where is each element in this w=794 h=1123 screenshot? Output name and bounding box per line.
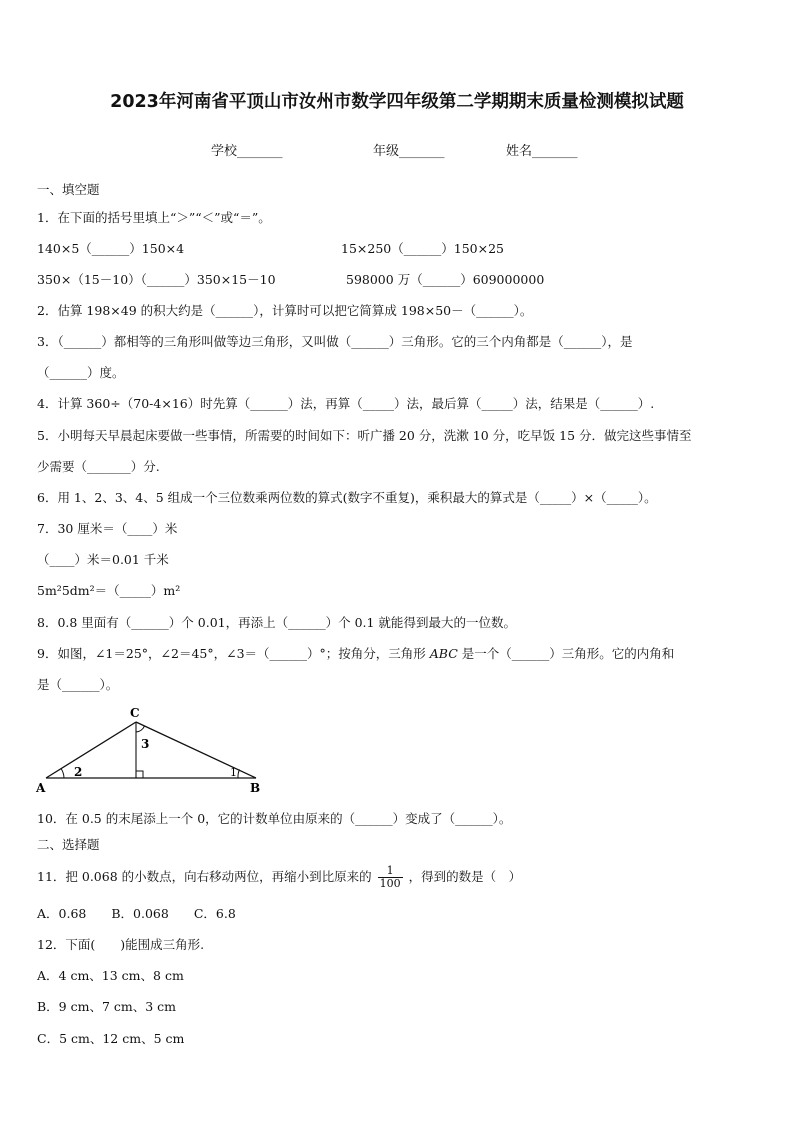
question-5-line2: 少需要（_______）分. <box>37 459 160 474</box>
question-7-line1: 7．30 厘米＝（____）米 <box>37 521 178 536</box>
angle-1-label: 1 <box>230 766 237 779</box>
question-11-text-pre: 11．把 0.068 的小数点，向右移动两位，再缩小到比原来的 <box>37 869 372 884</box>
question-12-option-c: C．5 cm、12 cm、5 cm <box>37 1031 185 1046</box>
grade-field: 年级_______ <box>373 144 445 159</box>
question-1-row2-left: 350×（15－10）（______）350×15－10 <box>37 272 276 287</box>
question-9-triangle-name: ABC <box>429 646 458 661</box>
question-11-options: A．0.68 B．0.068 C．6.8 <box>37 906 236 921</box>
question-1-row2-right: 598000 万（______）609000000 <box>346 272 545 287</box>
school-field: 学校_______ <box>211 144 283 159</box>
label-a: A <box>36 781 46 795</box>
question-8: 8．0.8 里面有（______）个 0.01，再添上（______）个 0.1 就能得到最大的一位数。 <box>37 615 516 630</box>
question-11 <box>37 864 521 890</box>
question-4: 4．计算 360÷（70-4×16）时先算（______）法，再算（_____）法，最后算（_____）法，结果是（______）. <box>37 396 655 411</box>
question-9-line1 <box>37 646 674 662</box>
question-5-line1: 5．小明每天早晨起床要做一些事情，所需要的时间如下：听广播 20 分，洗漱 10 分，吃早饭 15 分．做完这些事情至 <box>37 428 692 443</box>
right-angle-mark <box>136 771 143 778</box>
page-title: 2023年河南省平顶山市汝州市数学四年级第二学期期末质量检测模拟试题 <box>110 92 684 112</box>
label-c: C <box>130 706 140 720</box>
question-9-line2: 是（______）。 <box>37 677 119 692</box>
question-3-line1: 3．（______）都相等的三角形叫做等边三角形，又叫做（______）三角形。它的三个内角都是（______），是 <box>37 334 633 349</box>
fraction-numerator: 1 <box>378 865 403 878</box>
question-3-line2: （______）度。 <box>37 365 125 380</box>
question-7-line2: （____）米＝0.01 千米 <box>37 552 169 567</box>
angle-2-arc <box>61 769 64 779</box>
angle-1-arc <box>238 770 240 779</box>
fraction-denominator: 100 <box>379 877 401 890</box>
question-9-text-pre: 9．如图，∠1＝25°，∠2＝45°，∠3＝（______）°；按角分，三角形 <box>37 646 426 661</box>
question-12-option-b: B．9 cm、7 cm、3 cm <box>37 999 177 1014</box>
fraction-one-hundredth <box>378 865 403 890</box>
angle-3-arc <box>136 726 145 732</box>
question-1-row1-left: 140×5（______）150×4 <box>37 241 185 256</box>
triangle-figure <box>34 704 274 796</box>
section-fill-in-heading: 一、填空题 <box>37 182 100 197</box>
name-field: 姓名_______ <box>506 144 578 159</box>
question-12: 12．下面( )能围成三角形. <box>37 937 205 952</box>
question-6: 6．用 1、2、3、4、5 组成一个三位数乘两位数的算式(数字不重复)，乘积最大的算式是（_____）×（_____）。 <box>37 490 657 505</box>
question-1-row1-right: 15×250（______）150×25 <box>341 241 504 256</box>
angle-3-label: 3 <box>141 737 150 751</box>
question-2: 2．估算 198×49 的积大约是（______），计算时可以把它简算成 198×50－（______）。 <box>37 303 533 318</box>
question-7-line3: 5m²5dm²＝（_____）m² <box>37 583 181 598</box>
question-11-text-post: ，得到的数是（ ） <box>408 869 522 884</box>
question-12-option-a: A．4 cm、13 cm、8 cm <box>37 968 184 983</box>
question-1: 1．在下面的括号里填上“＞”“＜”或“＝”。 <box>37 210 271 225</box>
label-b: B <box>250 781 261 795</box>
question-9-text-post: 是一个（______）三角形。它的内角和 <box>461 646 675 661</box>
side-ac <box>46 722 136 778</box>
section-choice-heading: 二、选择题 <box>37 837 100 852</box>
question-10: 10．在 0.5 的末尾添上一个 0，它的计数单位由原来的（______）变成了（______）。 <box>37 811 512 826</box>
angle-2-label: 2 <box>74 765 83 779</box>
side-cb <box>136 722 256 778</box>
